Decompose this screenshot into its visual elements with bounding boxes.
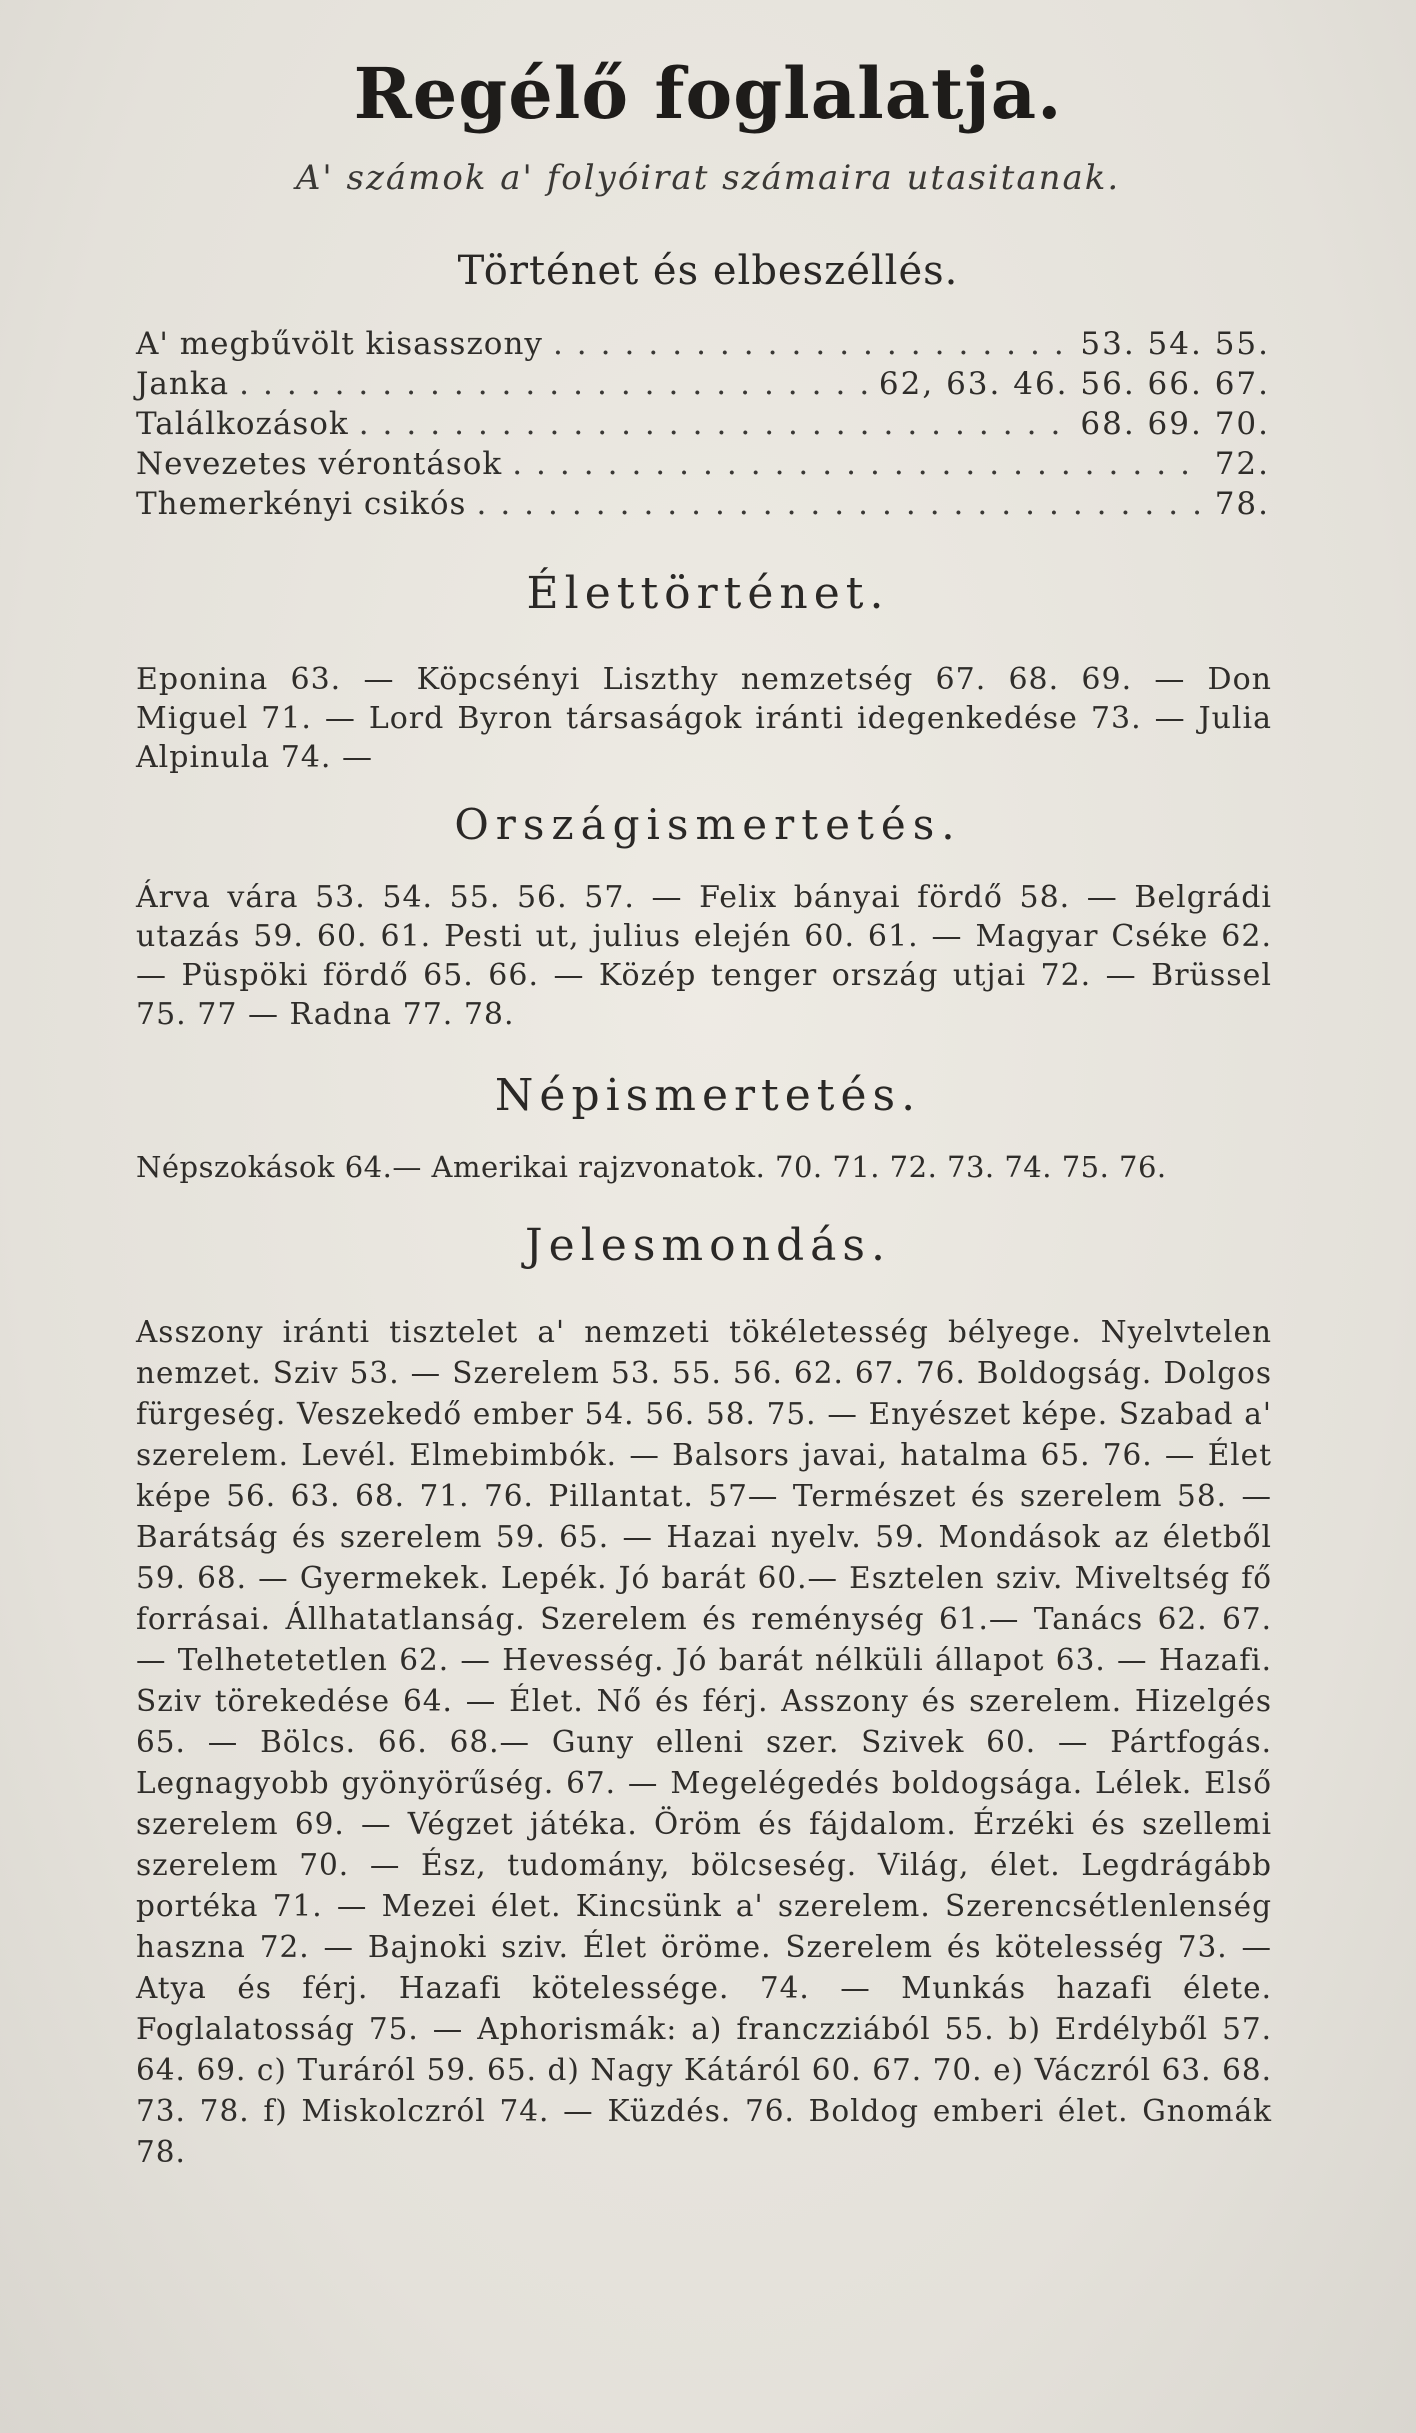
section-heading-nepismertetes: Népismertetés. xyxy=(494,1070,922,1121)
tortenet-list xyxy=(136,326,1270,526)
list-item xyxy=(136,326,1270,366)
list-item xyxy=(136,366,1270,406)
list-item-label: Nevezetes vérontások xyxy=(136,446,503,482)
leader-dots xyxy=(553,326,1070,362)
leader-dots xyxy=(359,406,1071,442)
section-heading-jelesmondas: Jelesmondás. xyxy=(525,1220,891,1271)
section-heading-elettortenet: Élettörténet. xyxy=(526,568,890,619)
list-item-pages: 72. xyxy=(1214,446,1270,482)
list-item-pages: 62, 63. 46. 56. 66. 67. xyxy=(878,366,1270,402)
page-subtitle: A' számok a' folyóirat számaira utasitanak. xyxy=(295,158,1121,198)
list-item-label: A' megbűvölt kisasszony xyxy=(136,326,543,362)
list-item xyxy=(136,486,1270,526)
list-item-pages: 53. 54. 55. xyxy=(1080,326,1270,362)
list-item-pages: 68. 69. 70. xyxy=(1080,406,1270,442)
section-text-elettortenet: Eponina 63. — Köpcsényi Liszthy nemzetség 67. 68. 69. — Don Miguel 71. — Lord Byron társaságok iránti idegenkedése 73. — Julia Alpinula 74. — xyxy=(136,662,1272,775)
leader-dots xyxy=(512,446,1205,482)
list-item-label: Janka xyxy=(136,366,230,402)
leader-dots xyxy=(476,486,1204,522)
list-item-label: Themerkényi csikós xyxy=(136,486,467,522)
list-item-pages: 78. xyxy=(1214,486,1270,522)
section-heading-tortenet: Történet és elbeszéllés. xyxy=(457,248,959,294)
section-text-jelesmondas: Asszony iránti tisztelet a' nemzeti tökéletesség bélyege. Nyelvtelen nemzet. Sziv 53. — Szerelem 53. 55. 56. 62. 67. 76. Boldogság. Dolgos fürgeség. Veszekedő ember 54. 56. 58. 75. — Enyészet képe. Szabad a' szerelem. Levél. Elmebimbók. — Balsors javai, hatalma 65. 76. — Élet képe 56. 63. 68. 71. 76. Pillantat. 57— Természet és szerelem 58. — Barátság és szerelem 59. 65. — Hazai nyelv. 59. Mondások az életből 59. 68. — Gyermekek. Lepék. Jó barát 60.— Esztelen sziv. Miveltség fő forrásai. Állhatatlanság. Szerelem és reménység 61.— Tanács 62. 67. — Telhetetetlen 62. — Hevesség. Jó barát nélküli állapot 63. — Hazafi. Sziv törekedése 64. — Élet. Nő és férj. Asszony és szerelem. Hizelgés 65. — Bölcs. 66. 68.— Guny elleni szer. Szivek 60. — Pártfogás. Legnagyobb gyönyörűség. 67. — Megelégedés boldogsága. Lélek. Első szerelem 69. — Végzet játéka. Öröm és fájdalom. Érzéki és szellemi szerelem 70. — Ész, tudomány, bölcseség. Világ, élet. Legdrágább portéka 71. — Mezei élet. Kincsünk a' szerelem. Szerencsétlenlenség haszna 72. — Bajnoki sziv. Élet öröme. Szerelem és kötelesség 73. — Atya és férj. Hazafi kötelessége. 74. — Munkás hazafi élete. Foglalatosság 75. — Aphorismák: a) franczziából 55. b) Erdélyből 57. 64. 69. c) Turáról 59. 65. d) Nagy Kátáról 60. 67. 70. e) Váczról 63. 68. 73. 78. f) Miskolczról 74. — Küzdés. 76. Boldog emberi élet. Gnomák 78. xyxy=(136,1315,1272,2169)
section-text-nepismertetes: Népszokások 64.— Amerikai rajzvonatok. 70. 71. 72. 73. 74. 75. 76. xyxy=(136,1150,1167,1184)
page-title: Regélő foglalatja. xyxy=(353,52,1063,135)
list-item-label: Találkozások xyxy=(136,406,349,442)
list-item xyxy=(136,446,1270,486)
section-text-orszagismertetes: Árva vára 53. 54. 55. 56. 57. — Felix bányai fördő 58. — Belgrádi utazás 59. 60. 61. Pesti ut, julius elején 60. 61. — Magyar Cséke 62. — Püspöki fördő 65. 66. — Közép tenger ország utjai 72. — Brüssel 75. 77 — Radna 77. 78. xyxy=(136,880,1272,1032)
list-item xyxy=(136,406,1270,446)
section-heading-orszagismertetes: Országismertetés. xyxy=(454,800,962,849)
leader-dots xyxy=(239,366,869,402)
